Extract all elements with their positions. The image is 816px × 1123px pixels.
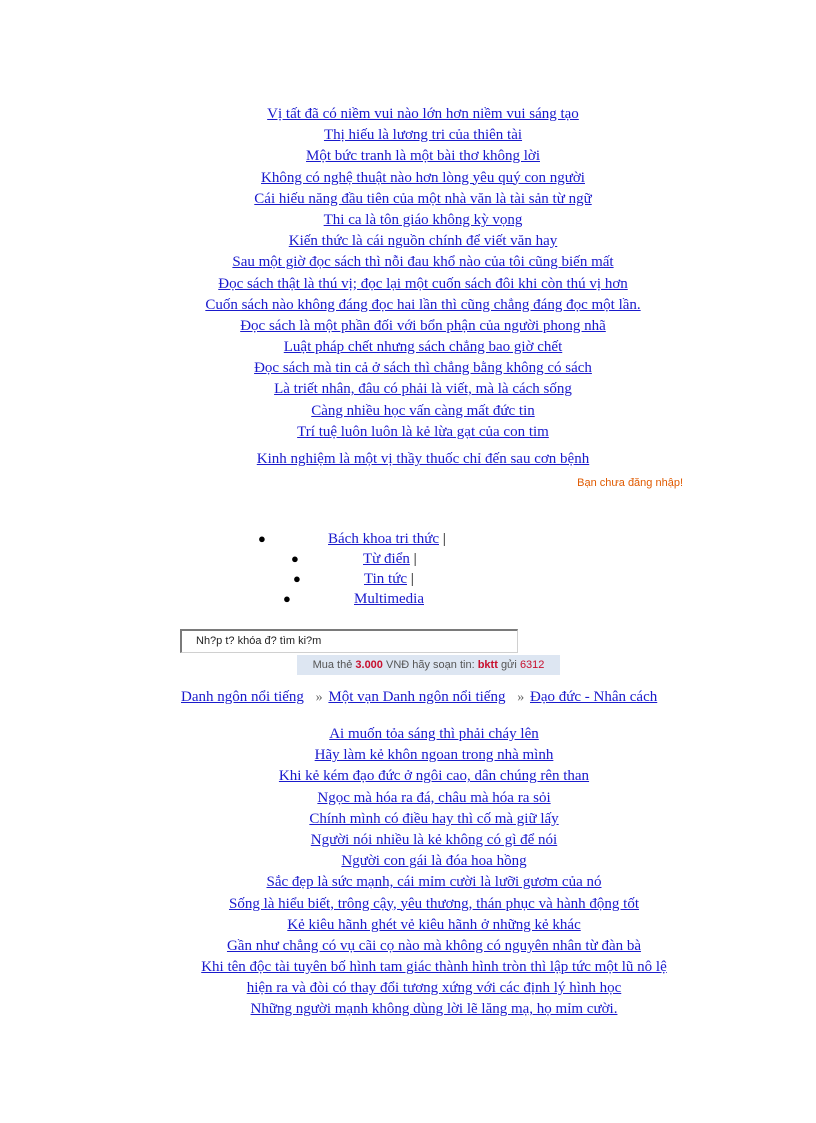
quote-link[interactable]: Kiến thức là cái nguồn chính để viết văn hay <box>288 233 558 250</box>
sms-promo-banner <box>297 655 560 675</box>
search-input[interactable]: Nh?p t? khóa đ? tìm ki?m <box>180 629 518 653</box>
list-item <box>0 294 816 315</box>
quote-link[interactable]: Trí tuệ luôn luôn là kẻ lừa gạt của con tim <box>297 423 549 440</box>
bullet-icon: ● <box>293 571 301 586</box>
list-item <box>0 893 816 914</box>
breadcrumb-separator: » <box>517 690 525 705</box>
list-item <box>0 448 816 469</box>
nav-link-multimedia[interactable]: Multimedia <box>354 591 424 607</box>
list-item <box>0 378 816 399</box>
list-item <box>0 850 816 871</box>
promo-price: 3.000 <box>355 659 383 671</box>
quote-link[interactable]: Những người mạnh không dùng lời lẽ lăng mạ, họ mỉm cười. <box>250 1001 618 1018</box>
quote-link[interactable]: Một bức tranh là một bài thơ không lời <box>306 148 540 165</box>
nav-link-dictionary[interactable]: Từ điển <box>363 551 410 567</box>
breadcrumb-separator: » <box>315 690 323 705</box>
breadcrumb-item[interactable]: Một vạn Danh ngôn nổi tiếng <box>328 689 506 705</box>
list-item <box>0 787 816 808</box>
list-item <box>0 998 816 1019</box>
quote-link[interactable]: Khi kẻ kém đạo đức ở ngôi cao, dân chúng rên than <box>278 768 590 785</box>
quote-link[interactable]: Đọc sách mà tin cả ở sách thì chẳng bằng không có sách <box>254 360 592 377</box>
list-item <box>0 808 816 829</box>
list-item <box>0 273 816 294</box>
quote-link[interactable]: Sắc đẹp là sức mạnh, cái mỉm cười là lưỡi gươm của nó <box>266 874 602 891</box>
list-item <box>0 829 816 850</box>
login-status: Bạn chưa đăng nhập! <box>577 477 683 489</box>
bullet-icon: ● <box>258 531 266 546</box>
promo-to: gửi <box>500 659 517 671</box>
list-item <box>0 209 816 230</box>
nav-separator: | <box>442 531 446 547</box>
bullet-icon: ● <box>283 591 291 606</box>
nav-link-news[interactable]: Tin tức <box>364 571 408 587</box>
quote-link[interactable]: Ai muốn tỏa sáng thì phải cháy lên <box>329 726 539 742</box>
quote-link[interactable]: Không có nghệ thuật nào hơn lòng yêu quý con người <box>261 169 585 186</box>
quote-link[interactable]: Người nói nhiều là kẻ không có gì để nói <box>310 831 558 848</box>
list-item <box>0 400 816 421</box>
quote-link[interactable]: Kẻ kiêu hãnh ghét vẻ kiêu hãnh ở những kẻ khác <box>287 916 581 933</box>
list-item <box>0 167 816 188</box>
quote-link[interactable]: Thi ca là tôn giáo không kỳ vọng <box>323 211 523 228</box>
breadcrumb <box>181 689 657 706</box>
top-quotes-list <box>0 103 816 469</box>
nav-separator: | <box>410 571 414 587</box>
quote-link[interactable]: Sau một giờ đọc sách thì nỗi đau khổ nào của tôi cũng biến mất <box>232 254 614 271</box>
list-item <box>0 935 816 956</box>
list-item <box>0 230 816 251</box>
quote-link[interactable]: Vị tất đã có niềm vui nào lớn hơn niềm vui sáng tạo <box>267 106 579 122</box>
quote-link[interactable]: Khi tên độc tài tuyên bố hình tam giác thành hình tròn thì lập tức một lũ nô lệ <box>201 959 667 976</box>
quote-link[interactable]: Thị hiếu là lương tri của thiên tài <box>323 127 523 144</box>
bottom-quotes-list <box>0 723 816 1020</box>
quote-link[interactable]: Đọc sách là một phần đối với bổn phận của người phong nhã <box>240 317 606 334</box>
promo-code: bktt <box>477 659 498 671</box>
list-item <box>0 357 816 378</box>
quote-link[interactable]: hiện ra và đòi có thay đổi tương xứng với các định lý hình học <box>246 980 622 997</box>
list-item <box>0 914 816 935</box>
list-item <box>0 124 816 145</box>
quote-link[interactable]: Gần như chẳng có vụ cãi cọ nào mà không có nguyên nhân từ đàn bà <box>226 937 642 954</box>
list-item <box>0 977 816 998</box>
quote-link[interactable]: Luật pháp chết nhưng sách chẳng bao giờ chết <box>283 339 563 356</box>
quote-link[interactable]: Cuốn sách nào không đáng đọc hai lần thì cũng chẳng đáng đọc một lần. <box>205 296 641 313</box>
list-item <box>0 145 816 166</box>
list-item <box>0 744 816 765</box>
quote-link[interactable]: Càng nhiều học vấn càng mất đức tin <box>311 402 535 419</box>
promo-middle: VNĐ hãy soạn tin: <box>385 659 475 671</box>
list-item <box>0 956 816 977</box>
nav-link-encyclopedia[interactable]: Bách khoa tri thức <box>328 531 440 547</box>
list-item <box>0 421 816 442</box>
quote-link[interactable]: Kinh nghiệm là một vị thầy thuốc chỉ đến sau cơn bệnh <box>256 451 590 467</box>
quote-link[interactable]: Ngọc mà hóa ra đá, châu mà hóa ra sỏi <box>317 789 551 806</box>
list-item <box>0 871 816 892</box>
quote-link[interactable]: Sống là hiểu biết, trông cậy, yêu thương, thán phục và hành động tốt <box>228 895 639 912</box>
breadcrumb-item[interactable]: Đạo đức - Nhân cách <box>529 689 658 705</box>
list-item <box>0 315 816 336</box>
quote-link[interactable]: Hãy làm kẻ khôn ngoan trong nhà mình <box>314 747 554 764</box>
bullet-icon: ● <box>291 551 299 566</box>
promo-prefix: Mua thẻ <box>312 659 353 671</box>
quote-link[interactable]: Chính mình có điều hay thì cố mà giữ lấy <box>309 810 559 827</box>
list-item <box>0 765 816 786</box>
list-item <box>0 103 816 124</box>
list-item <box>0 251 816 272</box>
quote-link[interactable]: Đọc sách thật là thú vị; đọc lại một cuốn sách đôi khi còn thú vị hơn <box>218 275 628 292</box>
nav-separator: | <box>413 551 417 567</box>
list-item <box>0 723 816 744</box>
list-item <box>0 188 816 209</box>
quote-link[interactable]: Cái hiếu năng đầu tiên của một nhà văn là tài sản từ ngữ <box>254 190 592 207</box>
breadcrumb-item[interactable]: Danh ngôn nổi tiếng <box>181 689 304 705</box>
quote-link[interactable]: Là triết nhân, đâu có phải là viết, mà là cách sống <box>274 381 572 398</box>
list-item <box>0 336 816 357</box>
quote-link[interactable]: Người con gái là đóa hoa hồng <box>341 853 527 870</box>
promo-number: 6312 <box>519 659 545 671</box>
